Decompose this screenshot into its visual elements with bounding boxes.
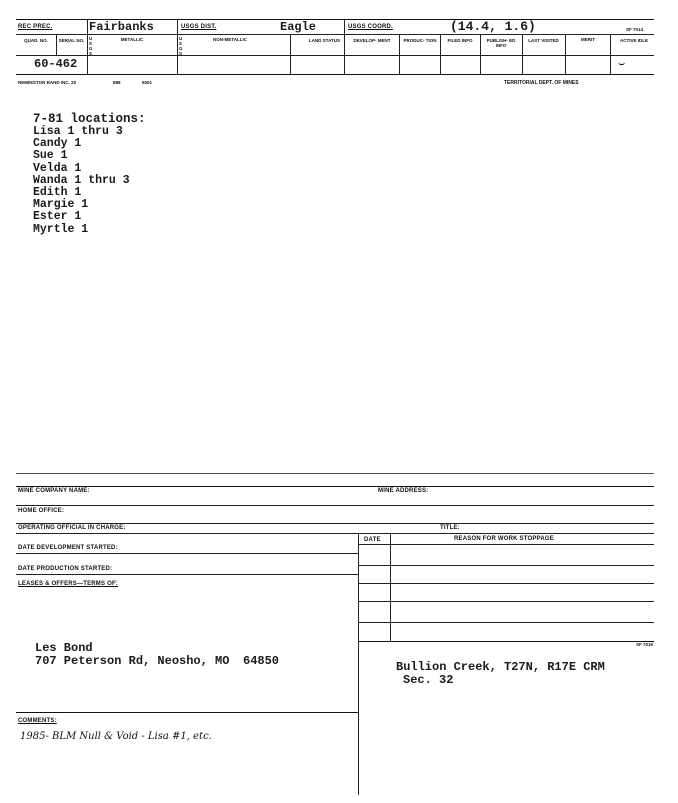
date-production-label: DATE PRODUCTION STARTED: [18, 566, 113, 572]
non-metallic-label: NON-METALLIC [213, 37, 247, 42]
published-info-label: PUBLISH- ED INFO [486, 38, 516, 48]
usgs-dist-value: Eagle [280, 20, 317, 34]
department-label: TERRITORIAL DEPT. OF MINES [504, 80, 579, 86]
metallic-label: METALLIC [120, 37, 144, 42]
home-office-label: HOME OFFICE: [18, 508, 65, 514]
usgs-dist-label: USGS DIST. [181, 24, 217, 30]
location-item: Edith 1 [33, 186, 82, 200]
last-visited-label: LAST VISITED [528, 38, 559, 43]
location-item: Wanda 1 thru 3 [33, 173, 130, 187]
land-status-label: LAND STATUS [308, 38, 340, 43]
usgs-coord-value: (14.4, 1.6) [450, 19, 536, 34]
location-item: Candy 1 [33, 137, 82, 151]
owner-zip: 64850 [243, 654, 280, 668]
owner-name: Les Bond [35, 641, 93, 655]
location-item: Velda 1 [33, 161, 82, 175]
reason-column-label: REASON FOR WORK STOPPAGE [454, 536, 554, 542]
check-mark-icon: ⌣ [618, 58, 626, 70]
printer-code-2: 5001 [142, 80, 153, 85]
comments-value: 1985- BLM Null & Void - Lisa #1, etc. [20, 731, 212, 742]
location-line-2: Sec. 32 [403, 673, 454, 687]
title-label: TITLE: [440, 525, 460, 531]
rec-prec-value: Fairbanks [89, 20, 154, 34]
development-label: DEVELOP- MENT [353, 38, 391, 43]
mine-address-label: MINE ADDRESS: [378, 488, 429, 494]
location-item: Margie 1 [33, 198, 89, 212]
comments-label: COMMENTS: [18, 718, 57, 724]
date-column-label: DATE [364, 537, 381, 543]
printer-label: REMINGTON RAND INC. 20 [18, 80, 77, 85]
location-item: Ester 1 [33, 210, 82, 224]
leases-label: LEASES & OFFERS—TERMS OF: [18, 581, 119, 587]
date-development-label: DATE DEVELOPMENT STARTED: [18, 545, 118, 551]
form-number: SF 7014 [626, 27, 644, 32]
form-number-2: SF 7015 [636, 642, 654, 647]
usgs-coord-label: USGS COORD. [348, 24, 393, 30]
merit-label: MERIT [581, 37, 595, 42]
locations-list [33, 126, 146, 236]
rec-prec-label: REC PREC. [18, 24, 53, 30]
location-item: Lisa 1 thru 3 [33, 125, 123, 138]
location-item: Myrtle 1 [33, 222, 89, 236]
location-item: Sue 1 [33, 149, 68, 163]
location-line-1: Bullion Creek, T27N, R17E CRM [396, 660, 605, 674]
usgs-nonmetallic-col-label: U S G S [179, 36, 183, 56]
owner-address: 707 Peterson Rd, Neosho, MO [35, 654, 230, 668]
production-label: PRODUC- TION [403, 38, 437, 43]
filed-info-label: FILED INFO [447, 38, 473, 43]
quad-no-label: QUAD. NO. [24, 38, 48, 43]
usgs-metallic-col-label: U S G S [89, 36, 93, 56]
locations-title: 7-81 locations: [33, 112, 146, 126]
locations-block [33, 113, 146, 236]
printer-code: 888 [113, 80, 121, 85]
serial-value: 60-462 [34, 57, 78, 71]
mine-company-label: MINE COMPANY NAME: [18, 488, 90, 494]
operating-official-label: OPERATING OFFICIAL IN CHARGE: [18, 525, 126, 531]
serial-no-label: SERIAL NO. [58, 38, 85, 43]
active-idle-label: ACTIVE IDLE [619, 38, 648, 43]
